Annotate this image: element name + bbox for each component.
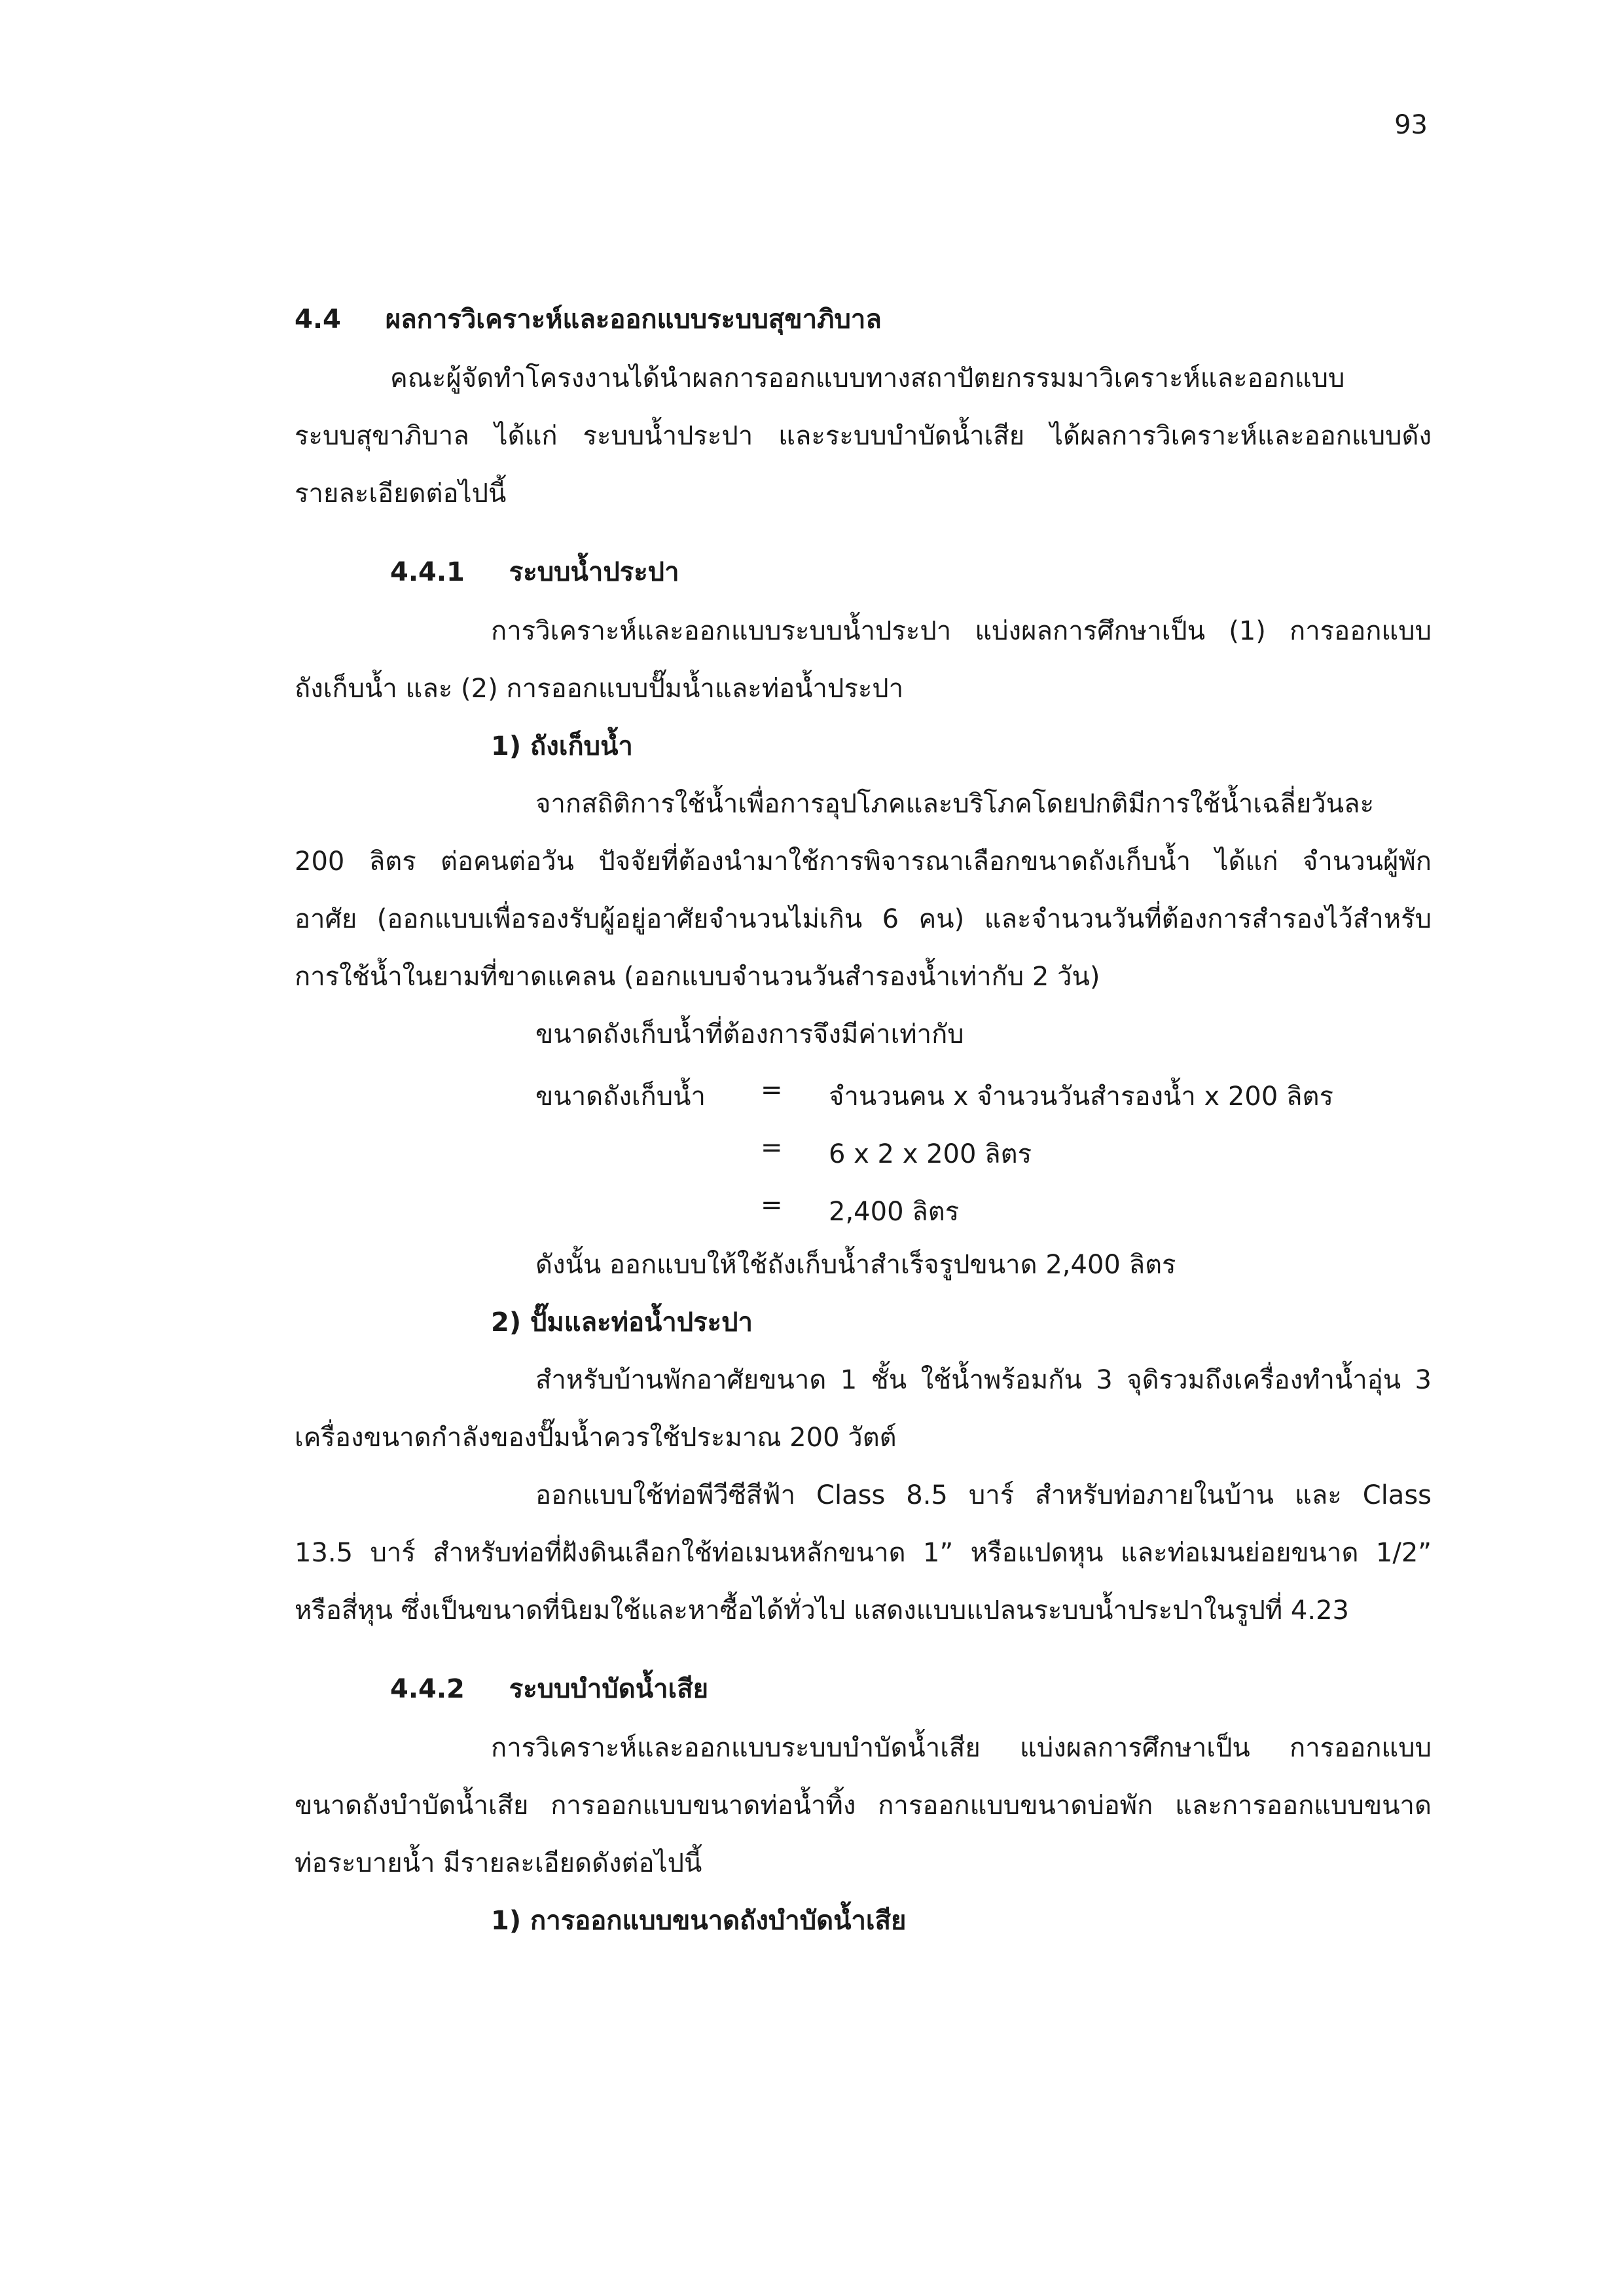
section-4-4-heading: [295, 302, 882, 337]
section-4-4-2-intro-line-3: ท่อระบายน้ำ มีรายละเอียดดังต่อไปนี้: [295, 1848, 702, 1878]
pump-para2-line-1: ออกแบบใช้ท่อพีวีซีสีฟ้า Class 8.5 บาร์ สำหรับท่อภายในบ้าน และ Class: [535, 1480, 1432, 1510]
calc-equals-1: =: [761, 1075, 783, 1105]
water-tank-para-line-4: การใช้น้ำในยามที่ขาดแคลน (ออกแบบจำนวนวันสำรองน้ำเท่ากับ 2 วัน): [295, 962, 1100, 992]
pump-para2-line-2: 13.5 บาร์ สำหรับท่อที่ฝังดินเลือกใช้ท่อเมนหลักขนาด 1” หรือแปดหุน และท่อเมนย่อยขนาด 1/2”: [295, 1538, 1432, 1568]
section-4-4-2-intro-line-1: การวิเคราะห์และออกแบบระบบบำบัดน้ำเสีย แบ่งผลการศึกษาเป็น การออกแบบ: [491, 1733, 1432, 1763]
calc-step-3: 2,400 ลิตร: [829, 1197, 960, 1227]
section-4-4-1-heading: [390, 555, 679, 589]
section-4-4-1-title: ระบบน้ำประปา: [509, 557, 679, 587]
section-4-4-2-intro-line-2: ขนาดถังบำบัดน้ำเสีย การออกแบบขนาดท่อน้ำทิ้ง การออกแบบขนาดบ่อพัก และการออกแบบขนาด: [295, 1791, 1432, 1821]
water-tank-para-line-1: จากสถิติการใช้น้ำเพื่อการอุปโภคและบริโภคโดยปกติมีการใช้น้ำเฉลี่ยวันละ: [535, 789, 1375, 819]
section-4-4-intro-line-1: คณะผู้จัดทำโครงงานได้นำผลการออกแบบทางสถาปัตยกรรมมาวิเคราะห์และออกแบบ: [390, 363, 1345, 393]
water-tank-para-line-3: อาศัย (ออกแบบเพื่อรองรับผู้อยู่อาศัยจำนวนไม่เกิน 6 คน) และจำนวนวันที่ต้องการสำรองไว้สำหรับ: [295, 904, 1432, 934]
section-4-4-2-heading: [390, 1672, 708, 1706]
section-4-4-1-intro-line-2: ถังเก็บน้ำ และ (2) การออกแบบปั๊มน้ำและท่อน้ำประปา: [295, 674, 904, 704]
calc-intro: ขนาดถังเก็บน้ำที่ต้องการจึงมีค่าเท่ากับ: [535, 1019, 964, 1049]
section-4-4-title: ผลการวิเคราะห์และออกแบบระบบสุขาภิบาล: [385, 304, 882, 335]
section-4-4-intro-line-3: รายละเอียดต่อไปนี้: [295, 479, 507, 509]
calc-conclusion: ดังนั้น ออกแบบให้ใช้ถังเก็บน้ำสำเร็จรูปขนาด 2,400 ลิตร: [535, 1250, 1176, 1280]
section-4-4-2-number: 4.4.2: [390, 1674, 465, 1704]
section-4-4-1-intro-line-1: การวิเคราะห์และออกแบบระบบน้ำประปา แบ่งผลการศึกษาเป็น (1) การออกแบบ: [491, 616, 1432, 646]
pump-para2-line-3: หรือสี่หุน ซึ่งเป็นขนาดที่นิยมใช้และหาซื้อได้ทั่วไป แสดงแบบแปลนระบบน้ำประปาในรูปที่ 4.23: [295, 1595, 1349, 1626]
page-number: 93: [1394, 110, 1428, 140]
calc-label: ขนาดถังเก็บน้ำ: [535, 1082, 706, 1112]
section-4-4-2-title: ระบบบำบัดน้ำเสีย: [509, 1674, 709, 1704]
section-4-4-1-number: 4.4.1: [390, 557, 465, 587]
water-tank-para-line-2: 200 ลิตร ต่อคนต่อวัน ปัจจัยที่ต้องนำมาใช้การพิจารณาเลือกขนาดถังเก็บน้ำ ได้แก่ จำนวนผู้พัก: [295, 847, 1432, 877]
item-1-water-tank-heading: 1) ถังเก็บน้ำ: [491, 731, 633, 761]
pump-para1-line-1: สำหรับบ้านพักอาศัยขนาด 1 ชั้น ใช้น้ำพร้อมกัน 3 จุดิรวมถึงเครื่องทำน้ำอุ่น 3: [535, 1365, 1432, 1395]
calc-step-1: จำนวนคน x จำนวนวันสำรองน้ำ x 200 ลิตร: [829, 1082, 1333, 1112]
item-1-septic-tank-heading: 1) การออกแบบขนาดถังบำบัดน้ำเสีย: [491, 1906, 907, 1936]
pump-para1-line-2: เครื่องขนาดกำลังของปั๊มน้ำควรใช้ประมาณ 200 วัตต์: [295, 1423, 897, 1453]
calc-step-2: 6 x 2 x 200 ลิตร: [829, 1139, 1032, 1169]
item-2-pump-heading: 2) ปั๊มและท่อน้ำประปา: [491, 1307, 753, 1338]
section-4-4-intro-line-2: ระบบสุขาภิบาล ได้แก่ ระบบน้ำประปา และระบบบำบัดน้ำเสีย ได้ผลการวิเคราะห์และออกแบบดัง: [295, 421, 1432, 451]
section-4-4-number: 4.4: [295, 304, 341, 335]
calc-equals-3: =: [761, 1190, 783, 1220]
calc-equals-2: =: [761, 1133, 783, 1163]
